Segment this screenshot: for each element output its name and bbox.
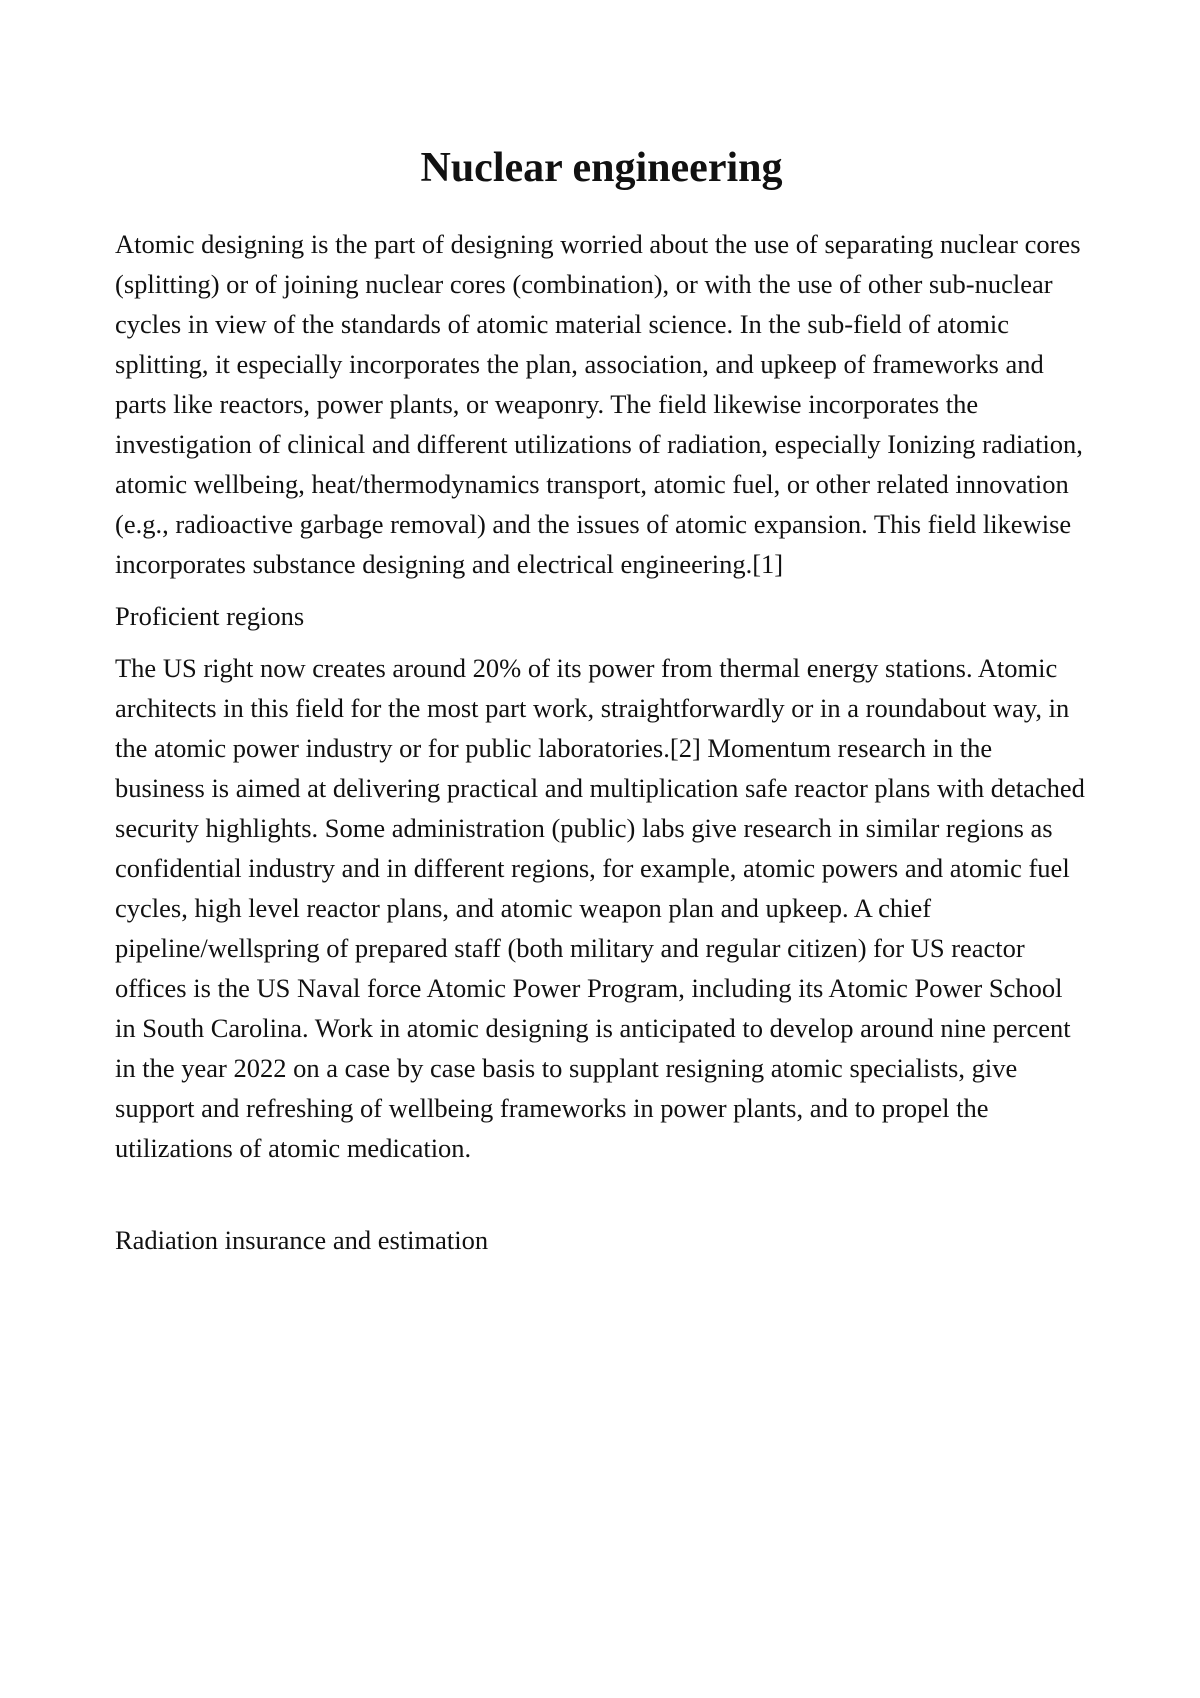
section-heading-radiation: Radiation insurance and estimation [115,1225,489,1255]
section-heading-proficient-regions: Proficient regions [115,601,305,631]
paragraph-proficient-regions: The US right now creates around 20% of its power from thermal energy stations. Atomic architects in this field for the most part work, straightforwardly or in a roundabout way, in the atomic power industry or for public laboratories.[2] Momentum research in the business is aimed at delivering practical and multiplication safe reactor plans with detached security highlights. Some administration (public) labs give research in similar regions as confidential industry and in different regions, for example, atomic powers and atomic fuel cycles, high level reactor plans, and atomic weapon plan and upkeep. A chief pipeline/wellspring of prepared staff (both military and regular citizen) for US reactor offices is the US Naval force Atomic Power Program, including its Atomic Power School in South Carolina. Work in atomic designing is anticipated to develop around nine percent in the year 2022 on a case by case basis to supplant resigning atomic specialists, give support and refreshing of wellbeing frameworks in power plants, and to propel the utilizations of atomic medication. [115,653,1085,1163]
paragraph-intro: Atomic designing is the part of designing worried about the use of separating nuclear cores (splitting) or of joining nuclear cores (combination), or with the use of other sub-nuclear cycles in view of the standards of atomic material science. In the sub-field of atomic splitting, it especially incorporates the plan, association, and upkeep of frameworks and parts like reactors, power plants, or weaponry. The field likewise incorporates the investigation of clinical and different utilizations of radiation, especially Ionizing radiation, atomic wellbeing, heat/thermodynamics transport, atomic fuel, or other related innovation (e.g., radioactive garbage removal) and the issues of atomic expansion. This field likewise incorporates substance designing and electrical engineering.[1] [115,229,1083,579]
document-title: Nuclear engineering [420,145,783,191]
